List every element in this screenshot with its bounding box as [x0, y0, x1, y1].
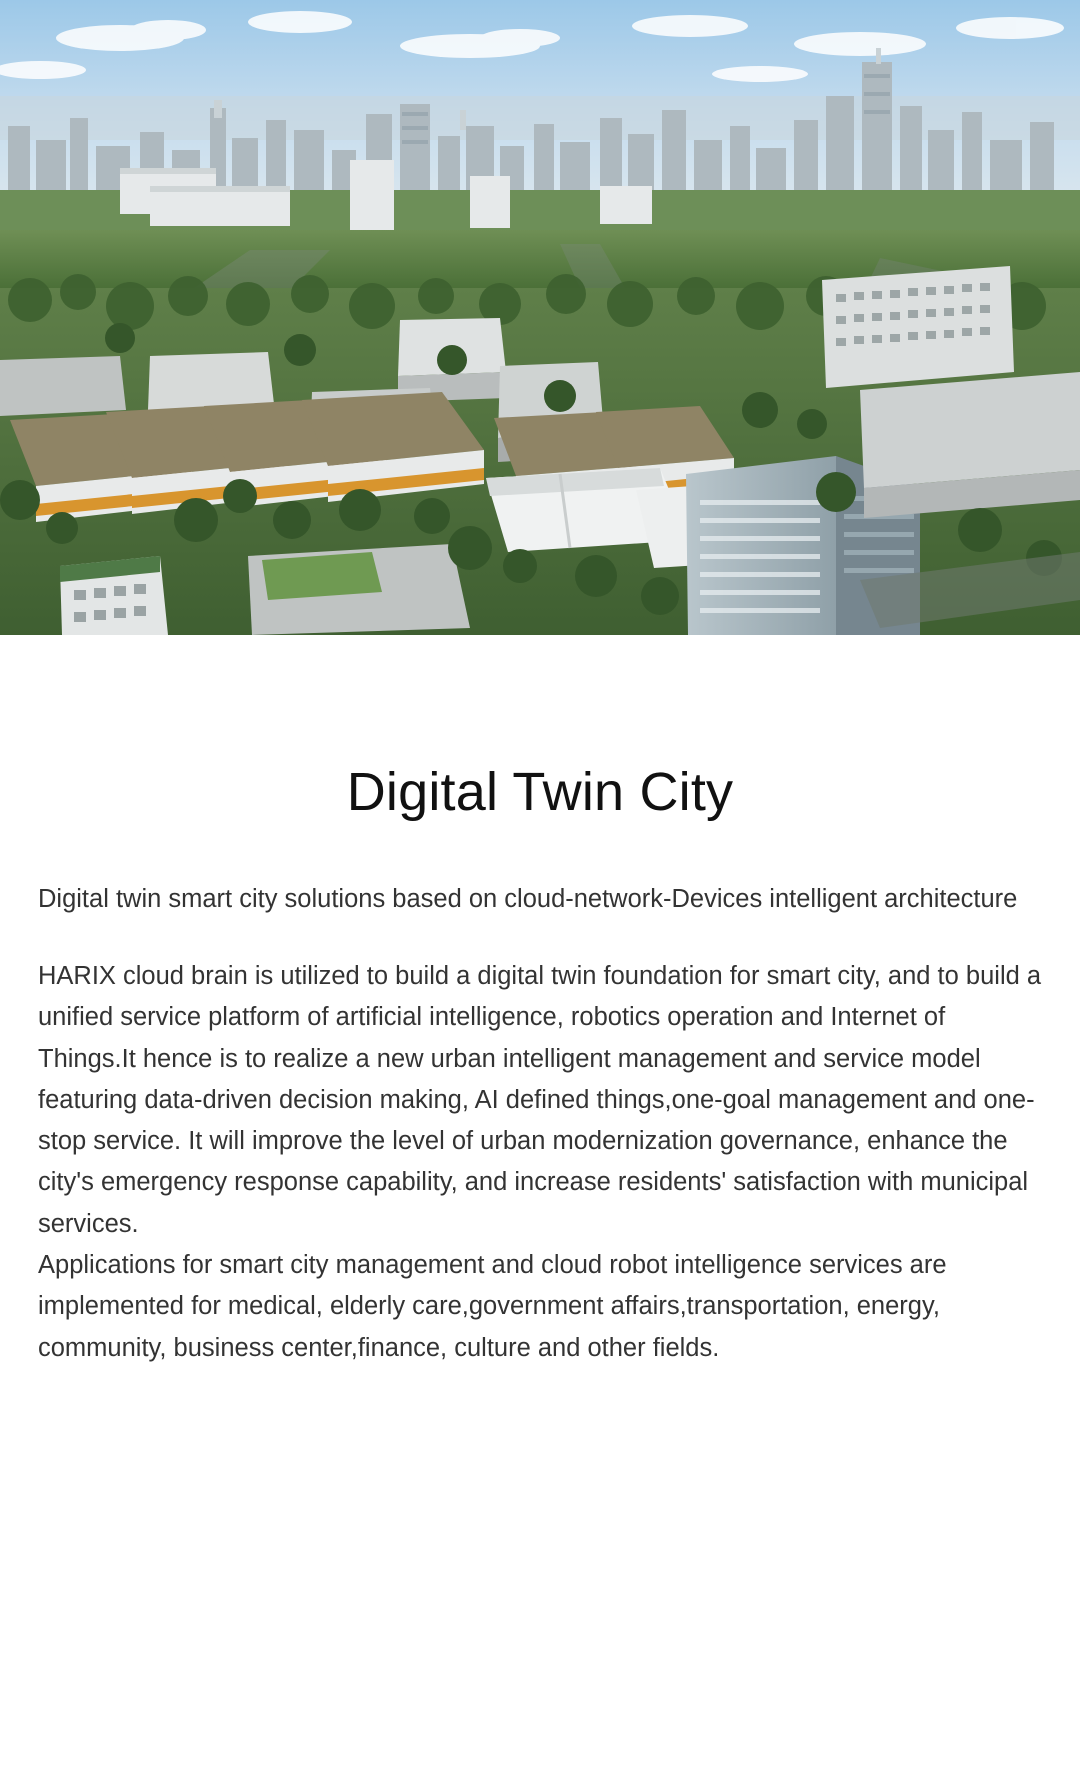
article-lead: Digital twin smart city solutions based on cloud-network-Devices intelligent architecture [38, 885, 1018, 914]
page-title: Digital Twin City [346, 762, 734, 822]
article-paragraph-2: Applications for smart city management and cloud robot intelligence services are implemented for medical, elderly care,government affairs,transportation, energy, community, business center,finance, culture and other fields. [38, 1250, 947, 1362]
city-aerial-illustration [0, 0, 1080, 635]
bottom-spacer [38, 1369, 1042, 1519]
article-body [0, 763, 1080, 1519]
hero-image [0, 0, 1080, 635]
article-paragraph-1: HARIX cloud brain is utilized to build a digital twin foundation for smart city, and to build a unified service platform of artificial intelligence, robotics operation and Internet of Things.It hence is to realize a new urban intelligent management and service model featuring data-driven decision making, AI defined things,one-goal management and one-stop service. It will improve the level of urban modernization governance, enhance the city's emergency response capability, and increase residents' satisfaction with municipal services. [38, 961, 1042, 1238]
